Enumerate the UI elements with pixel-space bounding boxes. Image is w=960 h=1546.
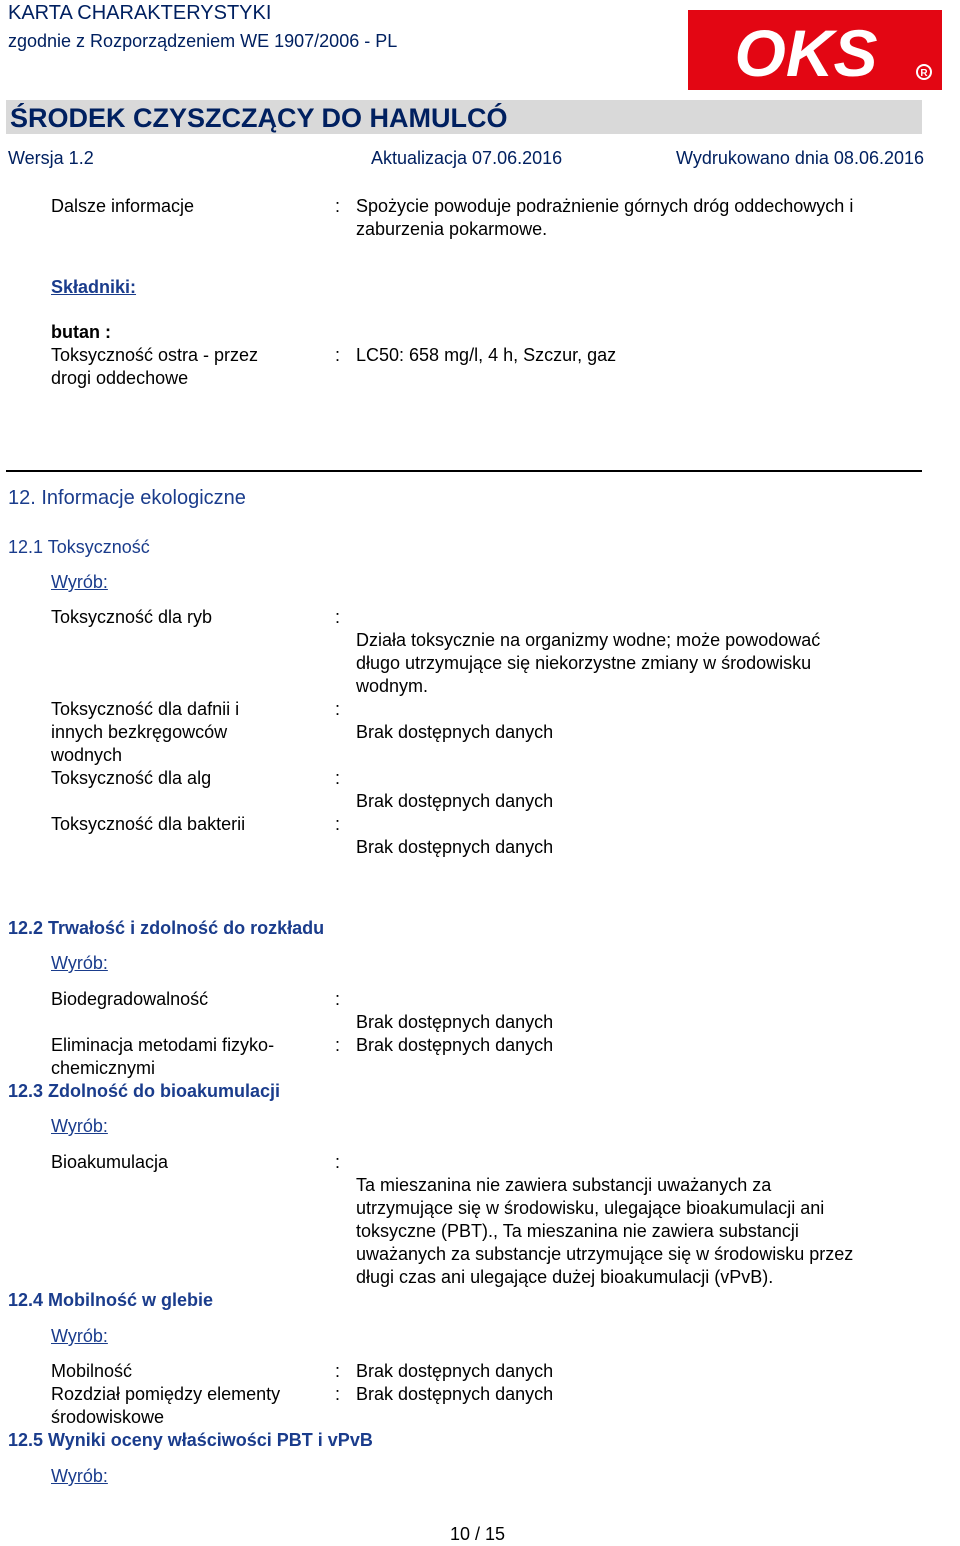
distribution-value: Brak dostępnych danych <box>356 1384 554 1404</box>
page-number: 10 / 15 <box>450 1524 506 1544</box>
colon: : <box>335 1152 341 1172</box>
fish-toxicity-value: Działa toksycznie na organizmy wodne; może powodować <box>356 630 821 650</box>
oks-logo <box>688 10 942 90</box>
algae-toxicity-label: Toksyczność dla alg <box>51 768 212 788</box>
colon: : <box>335 1384 341 1404</box>
bioaccumulation-value: uważanych za substancje utrzymujące się w środowisku przez <box>356 1244 854 1264</box>
daphnia-toxicity-label: Toksyczność dla dafnii i <box>51 699 240 719</box>
subsection-title: 12.3 Zdolność do bioakumulacji <box>8 1081 281 1101</box>
elimination-value: Brak dostępnych danych <box>356 1035 554 1055</box>
colon: : <box>335 814 341 834</box>
bioaccumulation-value: długi czas ani ulegające dużej bioakumulacji (vPvB). <box>356 1267 774 1287</box>
further-info-label: Dalsze informacje <box>51 196 195 216</box>
bioaccumulation-value: toksyczne (PBT)., Ta mieszanina nie zawiera substancji <box>356 1221 799 1241</box>
elimination-label: Eliminacja metodami fizyko- <box>51 1035 275 1055</box>
component-name: butan : <box>51 322 111 342</box>
colon: : <box>335 1361 341 1381</box>
section-divider <box>6 470 922 472</box>
distribution-label: Rozdział pomiędzy elementy <box>51 1384 281 1404</box>
subsection-title: 12.4 Mobilność w glebie <box>8 1290 214 1310</box>
update-date: Aktualizacja 07.06.2016 <box>371 148 563 168</box>
bioaccumulation-value: utrzymujące się w środowisku, ulegające bioakumulacji ani <box>356 1198 825 1218</box>
further-info-line: zaburzenia pokarmowe. <box>356 219 548 239</box>
regulation-subtitle: zgodnie z Rozporządzeniem WE 1907/2006 - PL <box>8 31 398 51</box>
product-label: Wyrób: <box>51 1116 108 1136</box>
bacteria-toxicity-value: Brak dostępnych danych <box>356 837 554 857</box>
daphnia-toxicity-value: Brak dostępnych danych <box>356 722 554 742</box>
product-label: Wyrób: <box>51 1466 108 1486</box>
fish-toxicity-label: Toksyczność dla ryb <box>51 607 213 627</box>
colon: : <box>335 1035 341 1055</box>
section-heading: 12. Informacje ekologiczne <box>8 487 246 509</box>
oks-logo-mark <box>688 10 942 90</box>
subsection-title: 12.2 Trwałość i zdolność do rozkładu <box>8 918 325 938</box>
further-info-line: Spożycie powoduje podrażnienie górnych dróg oddechowych i <box>356 196 854 216</box>
product-name: ŚRODEK CZYSZCZĄCY DO HAMULCÓ <box>10 103 508 133</box>
print-date: Wydrukowano dnia 08.06.2016 <box>676 148 925 168</box>
colon: : <box>335 989 341 1009</box>
biodegradability-label: Biodegradowalność <box>51 989 209 1009</box>
acute-toxicity-label: Toksyczność ostra - przez <box>51 345 259 365</box>
document-title: KARTA CHARAKTERYSTYKI <box>8 2 272 24</box>
bacteria-toxicity-label: Toksyczność dla bakterii <box>51 814 246 834</box>
acute-toxicity-value: LC50: 658 mg/l, 4 h, Szczur, gaz <box>356 345 617 365</box>
colon: : <box>335 196 341 216</box>
colon: : <box>335 768 341 788</box>
colon: : <box>335 699 341 719</box>
product-label: Wyrób: <box>51 572 108 592</box>
algae-toxicity-value: Brak dostępnych danych <box>356 791 554 811</box>
colon: : <box>335 345 341 365</box>
colon: : <box>335 607 341 627</box>
daphnia-toxicity-label: wodnych <box>51 745 123 765</box>
distribution-label: środowiskowe <box>51 1407 165 1427</box>
subsection-title: 12.1 Toksyczność <box>8 537 150 557</box>
fish-toxicity-value: wodnym. <box>356 676 429 696</box>
bioaccumulation-label: Bioakumulacja <box>51 1152 169 1172</box>
acute-toxicity-label: drogi oddechowe <box>51 368 189 388</box>
logo-text: OKS <box>734 16 878 90</box>
fish-toxicity-value: długo utrzymujące się niekorzystne zmiany w środowisku <box>356 653 812 673</box>
version: Wersja 1.2 <box>8 148 94 168</box>
elimination-label: chemicznymi <box>51 1058 156 1078</box>
daphnia-toxicity-label: innych bezkręgowców <box>51 722 228 742</box>
components-heading: Składniki: <box>51 277 137 297</box>
mobility-label: Mobilność <box>51 1361 133 1381</box>
product-label: Wyrób: <box>51 953 108 973</box>
bioaccumulation-value: Ta mieszanina nie zawiera substancji uważanych za <box>356 1175 772 1195</box>
product-label: Wyrób: <box>51 1326 108 1346</box>
mobility-value: Brak dostępnych danych <box>356 1361 554 1381</box>
subsection-title: 12.5 Wyniki oceny właściwości PBT i vPvB <box>8 1430 373 1450</box>
biodegradability-value: Brak dostępnych danych <box>356 1012 554 1032</box>
svg-text:R: R <box>920 68 928 79</box>
